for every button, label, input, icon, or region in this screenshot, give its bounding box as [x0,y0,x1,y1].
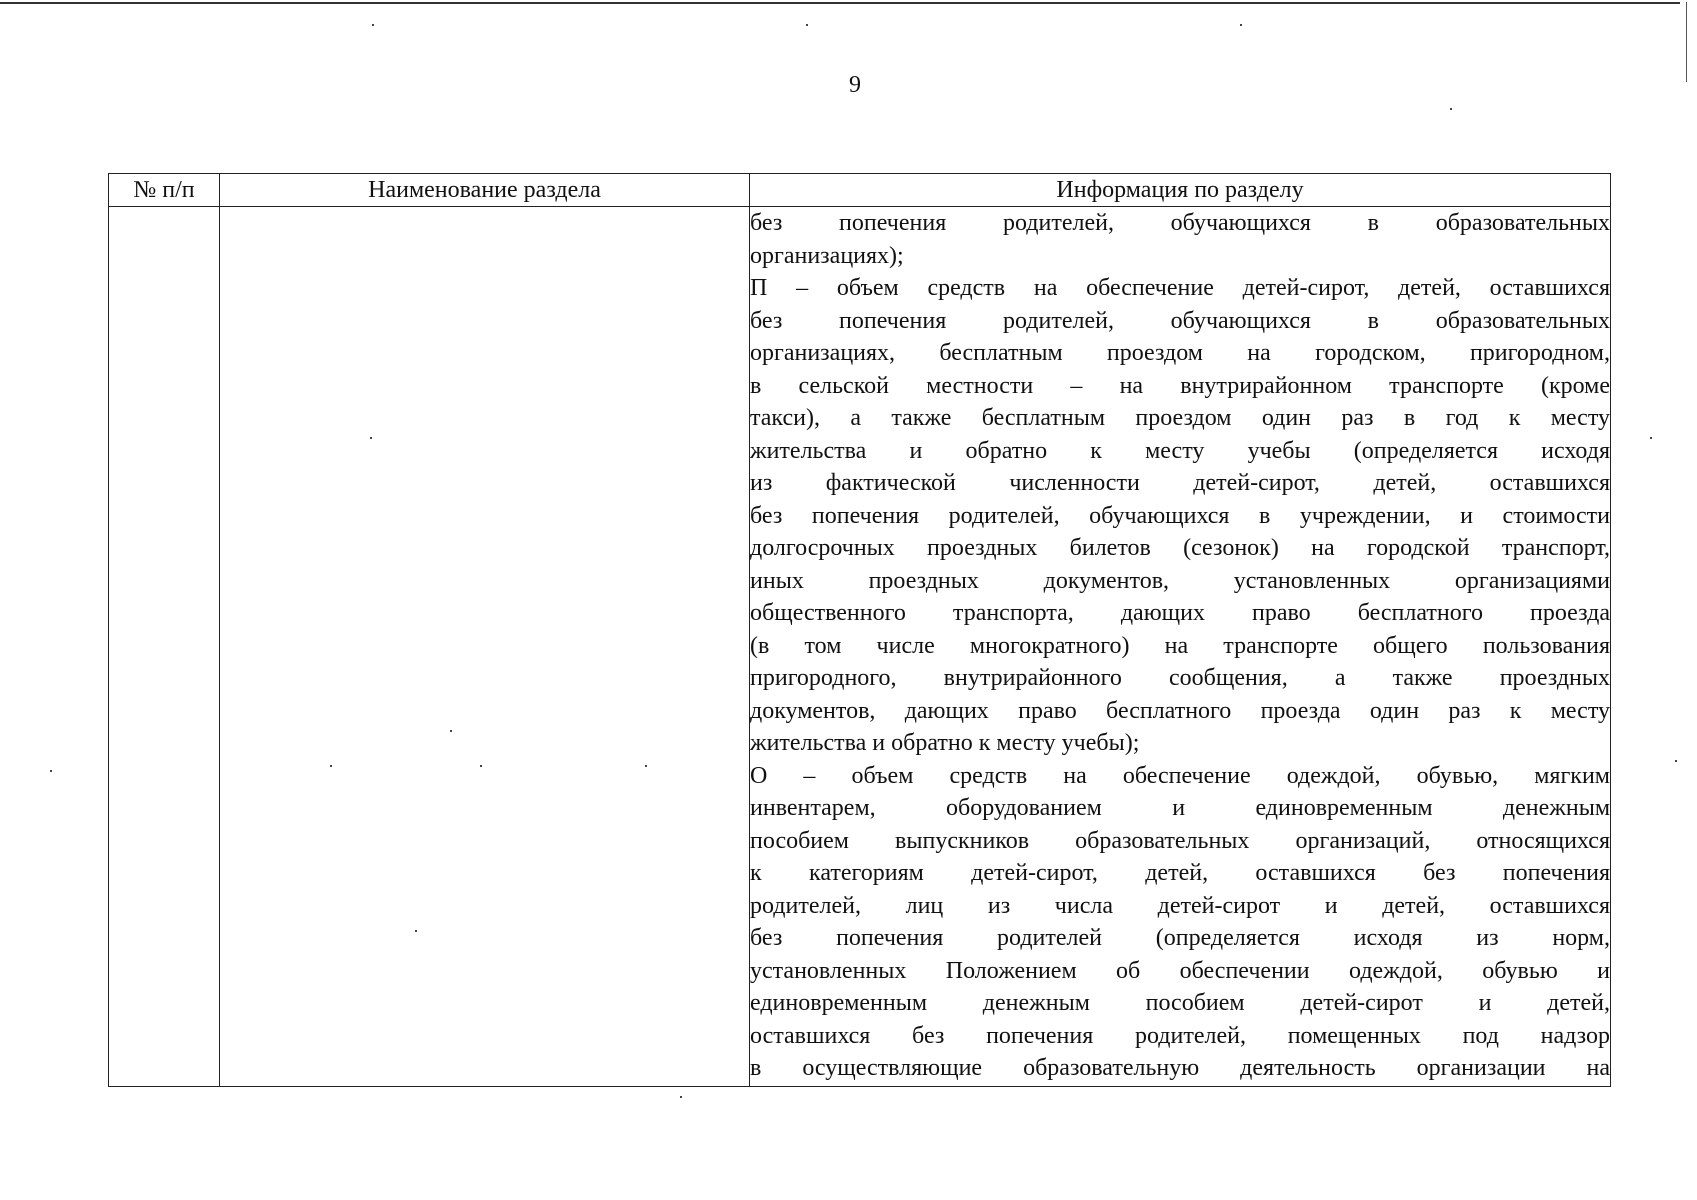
scan-speck [1675,760,1677,762]
scan-speck [1650,437,1652,439]
scan-speck [806,24,808,26]
info-text-line: пособием выпускников образовательных организаций, относящихся [750,827,1610,854]
info-text-line: документов, дающих право бесплатного проезда один раз к месту [750,697,1610,724]
header-section-info: Информация по разделу [750,174,1611,207]
info-text-line: без попечения родителей, обучающихся в учреждении, и стоимости [750,502,1610,529]
info-text-line: из фактической численности детей-сирот, детей, оставшихся [750,470,1610,496]
table-row [109,207,1611,1087]
cell-section-info [750,207,1611,1087]
scan-speck [372,24,374,26]
info-text-line: жительства и обратно к месту учебы); [750,730,1140,756]
cell-section-name [220,207,750,1087]
cell-number [109,207,220,1087]
info-text-line: установленных Положением об обеспечении одеждой, обувью и [750,957,1610,984]
scan-speck [1450,108,1452,110]
info-text-line: организациях); [750,242,904,269]
info-text-line: без попечения родителей (определяется исходя из норм, [750,925,1610,951]
section-info-text [750,207,1610,1085]
info-text-line: долгосрочных проездных билетов (сезонок) на городской транспорт, [750,535,1610,561]
info-text-line: общественного транспорта, дающих право бесплатного проезда [750,600,1610,626]
table-header-row [109,174,1611,207]
info-text-line: О – объем средств на обеспечение одеждой, обувью, мягким [750,762,1610,789]
info-text-line: пригородного, внутрирайонного сообщения, а также проездных [750,665,1610,691]
info-text-line: оставшихся без попечения родителей, помещенных под надзор [750,1022,1610,1049]
info-text-line: иных проездных документов, установленных организациями [750,567,1610,594]
scan-top-border [0,2,1680,4]
info-text-line: в сельской местности – на внутрирайонном транспорте (кроме [750,372,1610,399]
info-text-line: без попечения родителей, обучающихся в образовательных [750,307,1610,334]
scan-speck [680,1096,682,1098]
info-text-line: такси), а также бесплатным проездом один раз в год к месту [750,405,1610,431]
info-text-line: родителей, лиц из числа детей-сирот и детей, оставшихся [750,892,1610,919]
info-text-line: без попечения родителей, обучающихся в образовательных [750,210,1610,236]
page-number: 9 [849,72,861,98]
scan-right-border [1686,2,1687,82]
header-section-name: Наименование раздела [220,174,750,207]
info-text-line: П – объем средств на обеспечение детей-сирот, детей, оставшихся [750,275,1610,301]
info-text-line: в осуществляющие образовательную деятельность организации на [750,1055,1610,1081]
scan-speck [330,765,332,767]
scan-speck [645,765,647,767]
info-text-line: жительства и обратно к месту учебы (определяется исходя [750,437,1610,464]
scan-speck [450,730,452,732]
scan-speck [415,930,417,932]
scan-speck [1240,24,1242,26]
info-text-line: инвентарем, оборудованием и единовременным денежным [750,795,1610,821]
info-text-line: к категориям детей-сирот, детей, оставшихся без попечения [750,860,1610,886]
scan-speck [50,770,52,772]
scan-speck [370,437,372,439]
scan-speck [480,765,482,767]
document-table [108,173,1611,1087]
info-text-line: единовременным денежным пособием детей-сирот и детей, [750,990,1610,1016]
info-text-line: (в том числе многократного) на транспорте общего пользования [750,632,1610,659]
header-number: № п/п [109,174,220,207]
info-text-line: организациях, бесплатным проездом на городском, пригородном, [750,340,1610,366]
